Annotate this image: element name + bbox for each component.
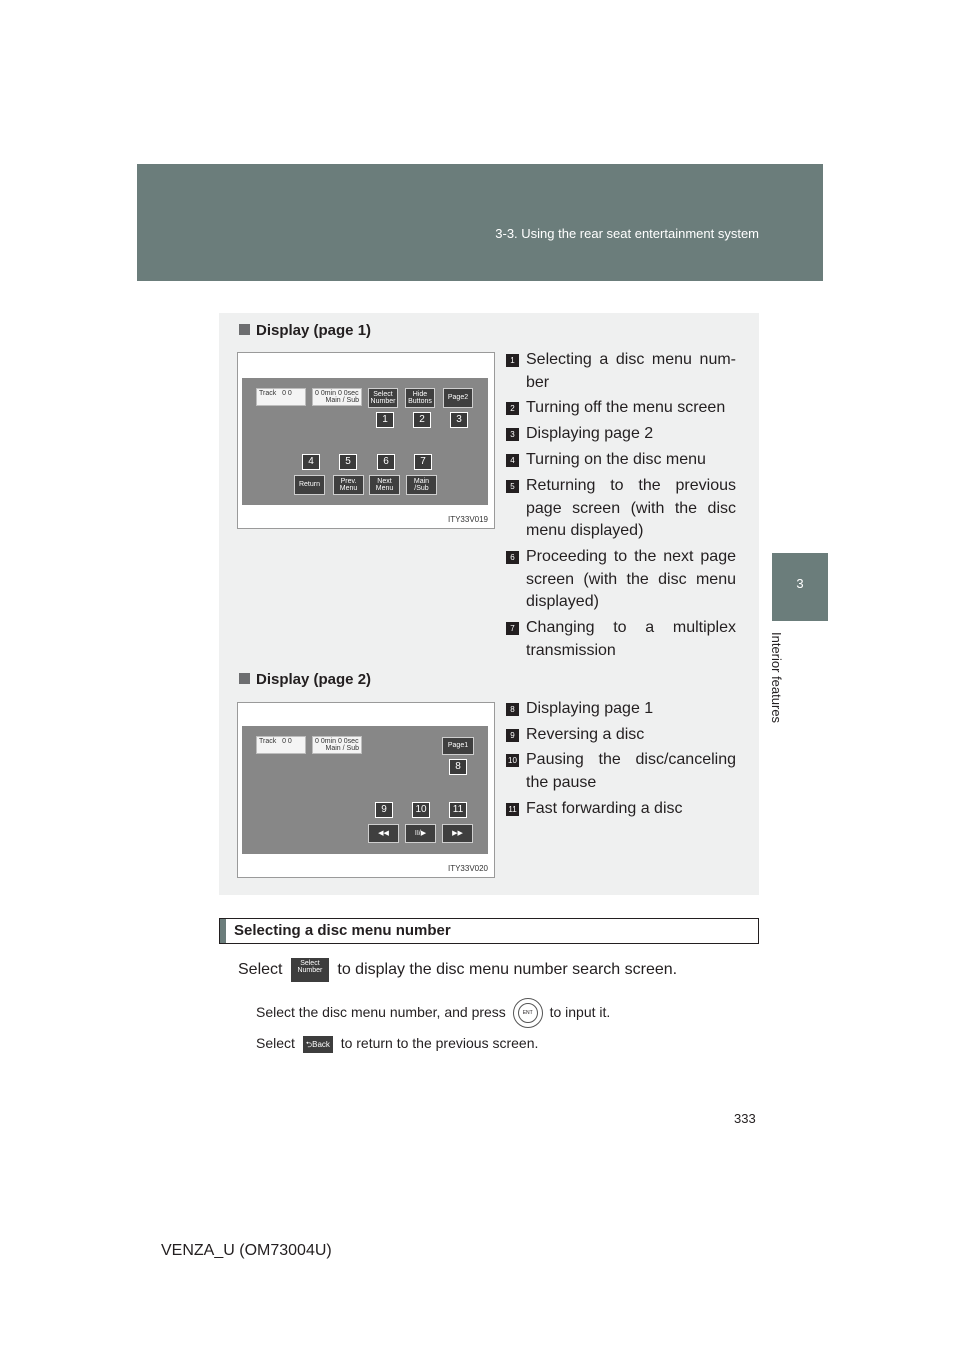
- time-box: 0 0min 0 0sec Main / Sub: [312, 736, 362, 754]
- main-sub-button[interactable]: Main /Sub: [406, 475, 437, 495]
- page1-button[interactable]: Page1: [442, 737, 474, 755]
- number-icon: 10: [506, 754, 519, 767]
- line1-pre: Select: [238, 961, 283, 978]
- page1-screenshot: [237, 352, 495, 529]
- list-item-text: Fast forwarding a disc: [526, 800, 683, 817]
- select-number-button[interactable]: Select Number: [368, 388, 398, 408]
- back-chip: ⮌Back: [303, 1036, 333, 1053]
- line2-post: to input it.: [549, 1004, 611, 1020]
- list-item-text: Turning on the disc menu: [526, 451, 706, 468]
- chapter-tab-label-text: Interior features: [769, 632, 784, 724]
- callout-2: 2: [413, 412, 431, 428]
- enter-knob-label: ENT: [518, 1003, 538, 1023]
- callout-8: 8: [449, 759, 467, 775]
- list-item-text: Displaying page 2: [526, 425, 654, 442]
- page2-screenshot: [237, 702, 495, 878]
- section-line3: [256, 1033, 538, 1053]
- page2-button[interactable]: Page2: [443, 388, 473, 408]
- list-item-text: Returning to the previous page screen (with the disc menu displayed): [526, 477, 736, 539]
- number-icon: 3: [506, 428, 519, 441]
- page2-screen: [242, 726, 488, 854]
- chapter-header-title: 3-3. Using the rear seat entertainment system: [495, 226, 759, 241]
- section-heading-stripe: [220, 919, 226, 943]
- page1-image-code: ITY33V019: [447, 515, 488, 524]
- page2-title-text: Display (page 2): [256, 671, 372, 688]
- callout-10: 10: [412, 802, 430, 818]
- fast-forward-button[interactable]: ▶▶: [442, 824, 473, 843]
- list-item-text: Proceeding to the next page screen (with the disc menu displayed): [526, 548, 736, 610]
- number-icon: 7: [506, 622, 519, 635]
- page1-title: [239, 322, 371, 339]
- track-box: Track 0 0: [256, 388, 306, 406]
- page1-title-text: Display (page 1): [256, 322, 372, 339]
- number-icon: 5: [506, 480, 519, 493]
- callout-3: 3: [450, 412, 468, 428]
- number-icon: 1: [506, 354, 519, 367]
- line2-pre: Select the disc menu number, and press: [256, 1004, 506, 1020]
- select-number-chip: Select Number: [291, 958, 329, 982]
- square-bullet-icon: [239, 324, 250, 335]
- callout-9: 9: [375, 802, 393, 818]
- list-item-text: Turning off the menu screen: [526, 399, 726, 416]
- number-icon: 6: [506, 551, 519, 564]
- page-number: 333: [734, 1111, 756, 1126]
- track-box: Track 0 0: [256, 736, 306, 754]
- chapter-tab-number: 3: [772, 553, 828, 621]
- callout-4: 4: [302, 454, 320, 470]
- number-icon: 9: [506, 729, 519, 742]
- prev-menu-button[interactable]: Prev. Menu: [333, 475, 364, 495]
- rewind-button[interactable]: ◀◀: [368, 824, 399, 843]
- next-menu-button[interactable]: Next Menu: [369, 475, 400, 495]
- hide-buttons-button[interactable]: Hide Buttons: [405, 388, 435, 408]
- list-item-text: Pausing the disc/canceling the pause: [526, 751, 736, 791]
- pause-play-button[interactable]: II/▶: [405, 824, 436, 843]
- number-icon: 4: [506, 454, 519, 467]
- number-icon: 2: [506, 402, 519, 415]
- footer-model: VENZA_U (OM73004U): [161, 1242, 332, 1259]
- callout-5: 5: [339, 454, 357, 470]
- page2-image-code: ITY33V020: [447, 864, 488, 873]
- line3-post: to return to the previous screen.: [340, 1035, 539, 1051]
- section-line2: [256, 997, 610, 1028]
- chapter-tab-label: [764, 632, 800, 742]
- list-item-text: Displaying page 1: [526, 700, 654, 717]
- time-box: 0 0min 0 0sec Main / Sub: [312, 388, 362, 406]
- section-line1: [238, 957, 677, 983]
- page2-title: [239, 671, 371, 688]
- callout-11: 11: [449, 802, 467, 818]
- callout-6: 6: [377, 454, 395, 470]
- callout-1: 1: [376, 412, 394, 428]
- callout-7: 7: [414, 454, 432, 470]
- page1-screen: [242, 378, 488, 505]
- enter-knob-icon: [513, 998, 543, 1028]
- list-item-text: Changing to a multiplex transmission: [526, 619, 736, 659]
- chapter-header: [137, 164, 823, 281]
- square-bullet-icon: [239, 673, 250, 684]
- line3-pre: Select: [256, 1035, 295, 1051]
- number-icon: 11: [506, 803, 519, 816]
- section-heading: [219, 918, 759, 944]
- list-item-text: Reversing a disc: [526, 726, 645, 743]
- return-button[interactable]: Return: [294, 475, 325, 495]
- list-item-text: Selecting a disc menu num-ber: [526, 351, 736, 391]
- number-icon: 8: [506, 703, 519, 716]
- section-heading-text: Selecting a disc menu number: [234, 922, 451, 939]
- line1-post: to display the disc menu number search screen.: [337, 961, 678, 978]
